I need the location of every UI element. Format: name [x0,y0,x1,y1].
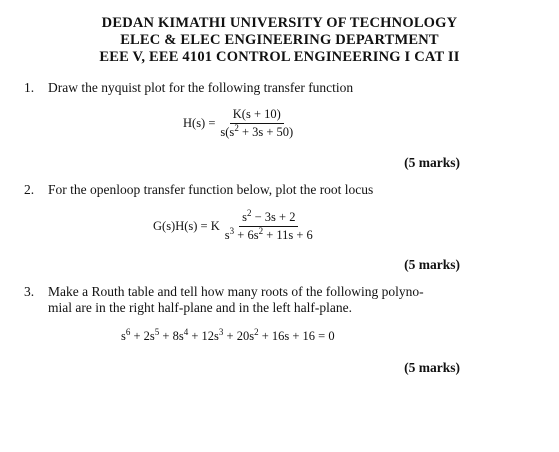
question-3-text-line-1: Make a Routh table and tell how many roots of the following polyno- [48,284,424,299]
question-2-number: 2. [24,182,35,197]
question-1-text: Draw the nyquist plot for the following transfer function [48,80,354,95]
equation-numerator: $s^2 - 3s + 2$ [239,210,298,227]
course-title: EEE V, EEE 4101 CONTROL ENGINEERING I CAT II [99,49,460,65]
department-name: ELEC & ELEC ENGINEERING DEPARTMENT [120,32,439,48]
question-3-equation [121,329,335,344]
equation-lhs: G(s)H(s) = K [153,219,220,233]
polynomial: $s^6 + 2s^5 + 8s^4 + 12s^3 + 20s^2 + 16s + 16 = 0$ [121,327,335,343]
question-3-marks: (5 marks) [404,360,460,375]
question-3-text-line-2: mial are in the right half-plane and in the left half-plane. [48,300,353,315]
question-3-number: 3. [24,284,35,299]
equation-lhs: H(s) = [183,116,216,130]
equation-denominator: $s^3 + 6s^2 + 11s + 6$ [224,226,313,242]
university-name: DEDAN KIMATHI UNIVERSITY OF TECHNOLOGY [101,15,458,31]
question-2-equation [153,210,318,243]
question-1-marks: (5 marks) [404,155,460,170]
equation-numerator: K(s + 10) [230,107,284,124]
question-2-marks: (5 marks) [404,257,460,272]
equation-fraction [217,107,296,140]
equation-fraction [222,210,316,243]
question-2-text: For the openloop transfer function below, plot the root locus [48,182,374,197]
question-3-text [48,284,468,316]
question-1-equation [183,107,298,140]
equation-denominator: $s(s^2 + 3s + 50)$ [220,123,294,139]
question-1-number: 1. [24,80,35,95]
